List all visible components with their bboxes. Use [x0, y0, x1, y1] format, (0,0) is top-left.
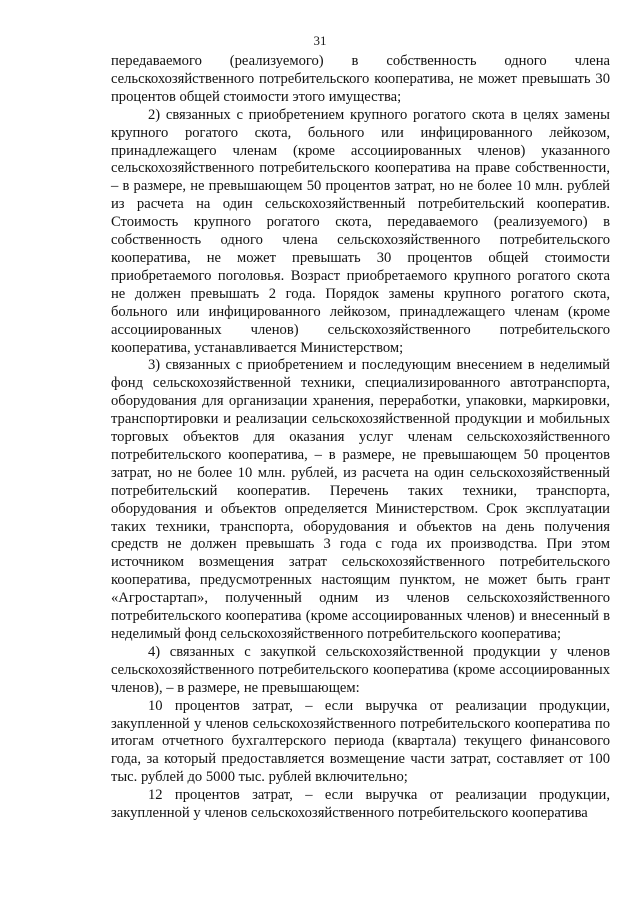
paragraph-item-4: 4) связанных с закупкой сельскохозяйственной продукции у членов сельскохозяйственного потребительского кооператива (кроме ассоциированных членов), – в размере, не превышающем:	[111, 643, 610, 696]
paragraph-rate-12-percent: 12 процентов затрат, – если выручка от реализации продукции, закупленной у членов сельскохозяйственного потребительского кооператива	[111, 787, 610, 822]
paragraph-continuation: передаваемого (реализуемого) в собственность одного члена сельскохозяйственного потребительского кооператива, не может превышать 30 процентов общей стоимости этого имущества;	[111, 53, 610, 105]
paragraph-item-2: 2) связанных с приобретением крупного рогатого скота в целях замены крупного рогатого скота, больного или инфицированного лейкозом, принадлежащего членам (кроме ассоциированных членов) указанного сельскохозяйственного потребительского кооператива на праве собственности, – в размере, не превышающем 50 процентов затрат, но не более 10 млн. рублей из расчета на один сельскохозяйственный потребительский кооператив. Стоимость крупного рогатого скота, передаваемого (реализуемого) в собственность одного члена сельскохозяйственного потребительского кооператива, не может превышать 30 процентов общей стоимости приобретаемого поголовья. Возраст приобретаемого крупного рогатого скота не должен превышать 2 года. Порядок замены крупного рогатого скота, больного или инфицированного лейкозом, принадлежащего членам (кроме ассоциированных членов) сельскохозяйственного потребительского кооператива, устанавливается Министерством;	[111, 106, 610, 356]
document-body	[111, 53, 610, 823]
paragraph-item-3: 3) связанных с приобретением и последующим внесением в неделимый фонд сельскохозяйственной техники, специализированного автотранспорта, оборудования для организации хранения, переработки, упаковки, маркировки, транспортировки и реализации сельскохозяйственной продукции и мобильных торговых объектов для оказания услуг членам сельскохозяйственного потребительского кооператива, – в размере, не превышающем 50 процентов затрат, но не более 10 млн. рублей, из расчета на один сельскохозяйственный потребительский кооператив. Перечень таких техники, транспорта, оборудования и объектов определяется Министерством. Срок эксплуатации таких техники, транспорта, оборудования и объектов на день получения средств не должен превышать 3 года с года их производства. При этом источником возмещения затрат сельскохозяйственного потребительского кооператива, предусмотренных настоящим пунктом, не может быть грант «Агростартап», полученный одним из членов сельскохозяйственного потребительского кооператива (кроме ассоциированных членов) и внесенный в неделимый фонд сельскохозяйственного потребительского кооператива;	[111, 357, 610, 642]
page-number: 31	[313, 33, 327, 48]
paragraph-rate-10-percent: 10 процентов затрат, – если выручка от реализации продукции, закупленной у членов сельскохозяйственного потребительского кооператива по итогам отчетного бухгалтерского периода (квартала) текущего финансового года, за который предоставляется возмещение части затрат, составляет от 100 тыс. рублей до 5000 тыс. рублей включительно;	[111, 697, 610, 786]
